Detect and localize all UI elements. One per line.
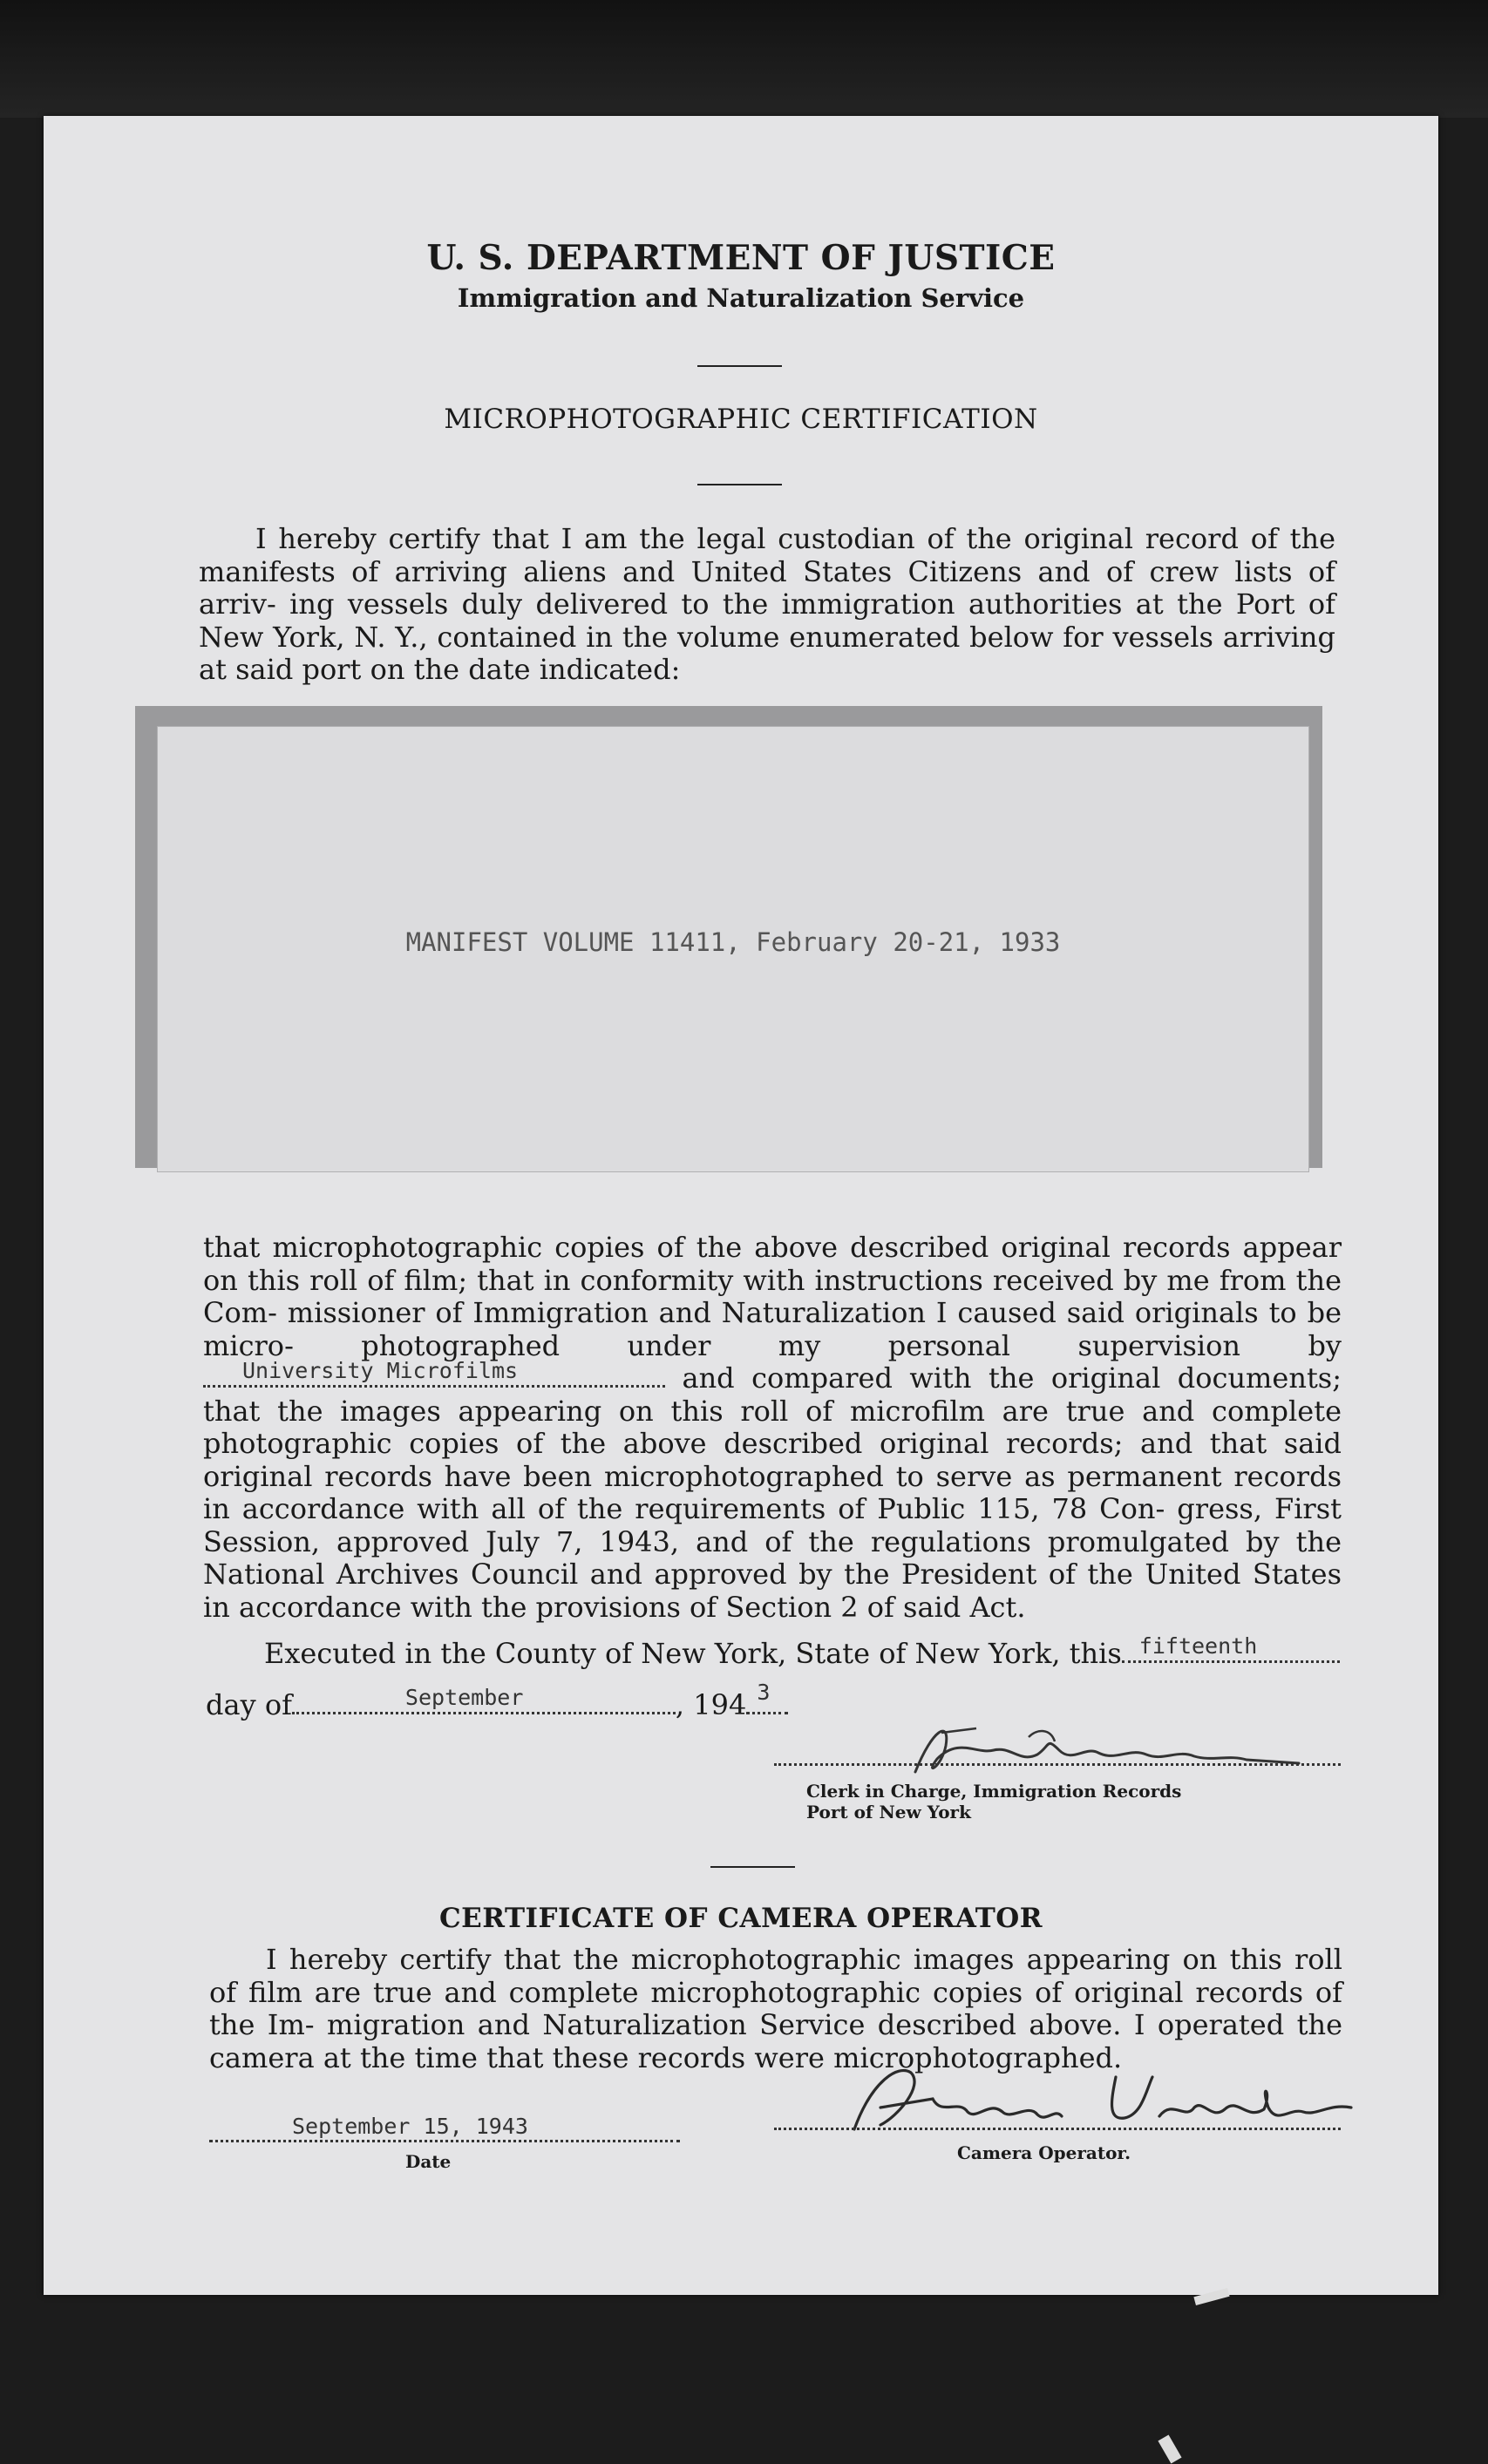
clerk-signature-line xyxy=(774,1763,1341,1766)
service-heading: Immigration and Naturalization Service xyxy=(457,283,1025,313)
divider xyxy=(710,1866,795,1868)
volume-slip xyxy=(157,726,1309,1172)
department-heading: U. S. DEPARTMENT OF JUSTICE xyxy=(426,238,1056,278)
year-field xyxy=(746,1679,788,1714)
body-paragraph xyxy=(203,1232,1342,1624)
clerk-title-line2: Port of New York xyxy=(806,1802,971,1823)
divider xyxy=(697,484,782,485)
certification-title: MICROPHOTOGRAPHIC CERTIFICATION xyxy=(444,404,1038,435)
execution-line xyxy=(264,1632,1345,1671)
execution-prefix: Executed in the County of New York, State of New York, this xyxy=(264,1637,1122,1670)
microfilmer-value: University Microfilms xyxy=(242,1357,519,1383)
intro-paragraph: I hereby certify that I am the legal custodian of the original record of the manifests of arriving aliens and United States Citizens and of crew lists of arriv- ing vessels duly delivered to the immigration authorities at the Port of New York, N. Y., contained in the volume enumerated below for vessels arriving at said port on the date indicated: xyxy=(199,522,1335,686)
camera-operator-label: Camera Operator. xyxy=(957,2142,1131,2163)
certificate-page xyxy=(44,116,1438,2295)
year-prefix: 194 xyxy=(693,1688,747,1721)
camera-operator-heading: CERTIFICATE OF CAMERA OPERATOR xyxy=(438,1903,1043,1934)
clerk-title xyxy=(806,1781,1294,1823)
body-text-part2: and compared with the original documents; that the images appearing on this roll of microfilm are true and complete photographic copies of the above described original records; and that said original records have been microphotographed to serve as permanent records in accordance with all of the requirements of Public 115, 78 Con- gress, First Session, approved July 7, 1943, and of the regulations promulgated by the National Archives Council and approved by the President of the United States in accordance with the provisions of Section 2 of said Act. xyxy=(203,1361,1342,1624)
operator-date-line xyxy=(209,2140,680,2142)
operator-date-value: September 15, 1943 xyxy=(292,2114,528,2139)
date-label: Date xyxy=(405,2151,452,2172)
body-text-part1: that microphotographic copies of the above described original records appear on this roll of film; that in conformity with instructions received by me from the Com- missioner of Immigration and Naturalization I caused said originals to be micro- photographed under my personal supervision by xyxy=(203,1231,1342,1362)
day-of-label: day of xyxy=(206,1688,292,1721)
month-value: September xyxy=(404,1684,524,1710)
film-scratch xyxy=(1158,2435,1181,2464)
date-line: day of September , 194 3 xyxy=(206,1689,903,1722)
clerk-title-line1: Clerk in Charge, Immigration Records xyxy=(806,1781,1182,1802)
clerk-signature xyxy=(898,1711,1316,1789)
day-value: fifteenth xyxy=(1138,1632,1258,1659)
operator-signature-line xyxy=(774,2128,1341,2130)
month-field xyxy=(292,1684,676,1714)
camera-operator-paragraph: I hereby certify that the microphotographic images appearing on this roll of film are true and complete microphotographic copies of original records of the Im- migration and Naturalization Service described above. I operated the camera at the time that these records were microphotographed. xyxy=(209,1943,1342,2074)
divider xyxy=(697,365,782,367)
manifest-volume-text: MANIFEST VOLUME 11411, February 20-21, 1933 xyxy=(405,927,1061,957)
microfilmer-field xyxy=(203,1357,665,1388)
year-digit: 3 xyxy=(757,1679,771,1705)
film-border xyxy=(0,0,1488,118)
day-field xyxy=(1122,1632,1340,1663)
